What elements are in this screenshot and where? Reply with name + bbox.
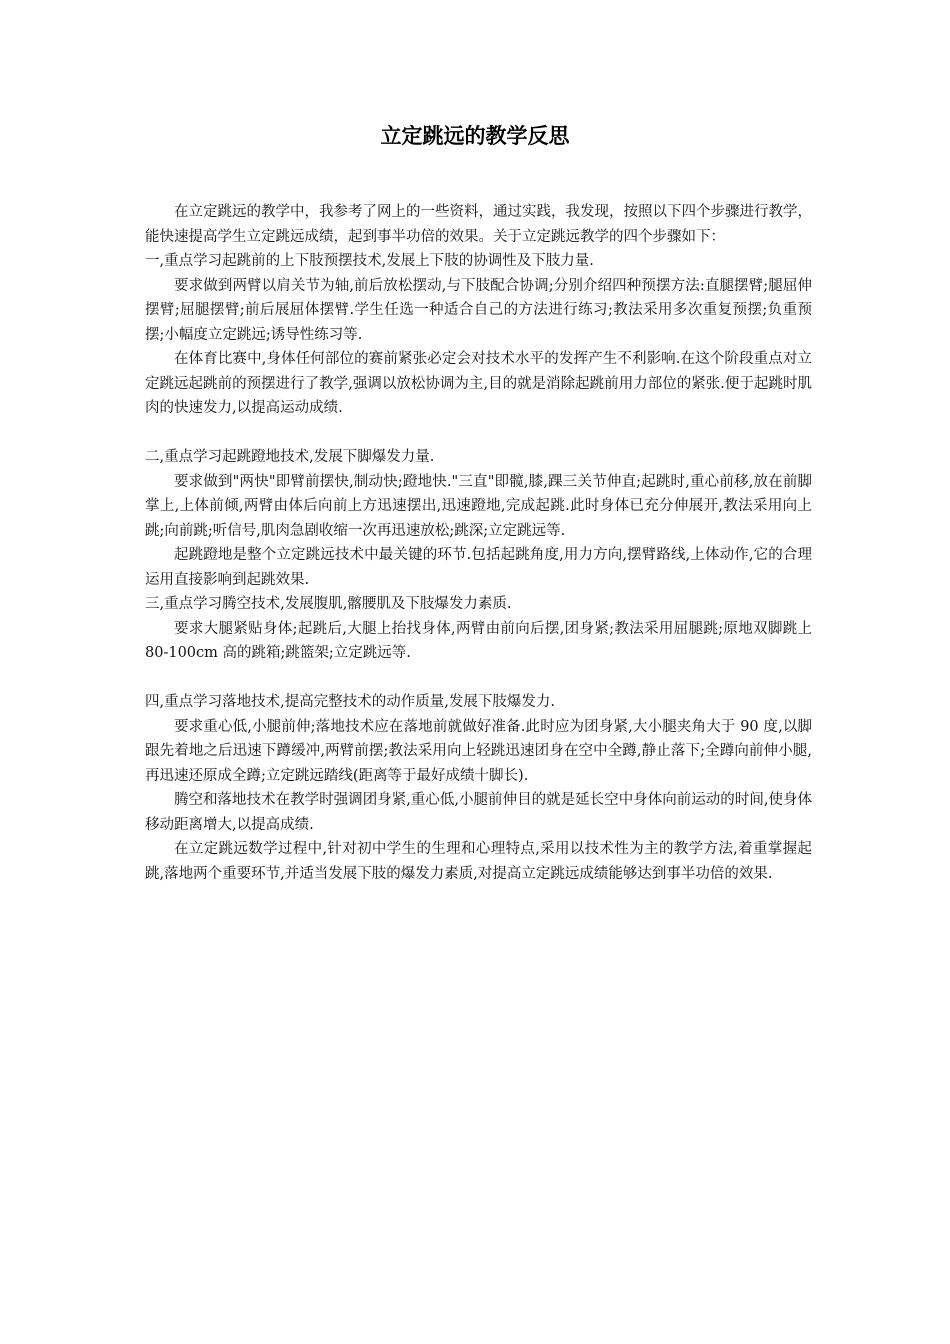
document-body	[145, 200, 812, 886]
body-paragraph: 要求做到"两快"即臂前摆快,制动快;蹬地快."三直"即髋,膝,踝三关节伸直;起跳时,重心前移,放在前脚掌上,上体前倾,两臂由体后向前上方迅速摆出,迅速蹬地,完成起跳.此时身体已充分伸展开,教法采用向上跳;向前跳;听信号,肌肉急剧收缩一次再迅速放松;跳深;立定跳远等.	[145, 473, 812, 539]
body-paragraph: 腾空和落地技术在教学时强调团身紧,重心低,小腿前伸目的就是延长空中身体向前运动的时间,使身体移动距离增大,以提高成绩.	[145, 792, 812, 833]
body-paragraph: 起跳蹬地是整个立定跳远技术中最关键的环节.包括起跳角度,用力方向,摆臂路线,上体动作,它的合理运用直接影响到起跳效果.	[145, 547, 812, 588]
blank-line	[145, 421, 812, 446]
body-paragraph: 要求做到两臂以肩关节为轴,前后放松摆动,与下肢配合协调;分别介绍四种预摆方法:直腿摆臂;腿屈伸摆臂;屈腿摆臂;前后展屈体摆臂.学生任选一种适合自己的方法进行练习;教法采用多次重复预摆;负重预摆;小幅度立定跳远;诱导性练习等.	[145, 277, 812, 343]
section-heading-3: 三,重点学习腾空技术,发展腹肌,髂腰肌及下肢爆发力素质.	[145, 596, 512, 612]
document-title: 立定跳远的教学反思	[380, 123, 570, 148]
body-paragraph: 在体育比赛中,身体任何部位的赛前紧张必定会对技术水平的发挥产生不利影响.在这个阶段重点对立定跳远起跳前的预摆进行了教学,强调以放松协调为主,目的就是消除起跳前用力部位的紧张.便于起跳时肌肉的快速发力,以提高运动成绩.	[145, 351, 812, 416]
body-paragraph: 要求大腿紧贴身体;起跳后,大腿上抬找身体,两臂由前向后摆,团身紧;教法采用屈腿跳;原地双脚跳上 80-100cm 高的跳箱;跳篮架;立定跳远等.	[145, 620, 812, 661]
blank-line	[145, 666, 812, 691]
body-paragraph: 要求重心低,小腿前伸;落地技术应在落地前就做好准备.此时应为团身紧,大小腿夹角大于 90 度,以脚跟先着地之后迅速下蹲缓冲,两臂前摆;教法采用向上轻跳迅速团身在空中全蹲,静止落下;全蹲向前伸小腿,再迅速还原成全蹲;立定跳远踏线(距离等于最好成绩十脚长).	[145, 718, 812, 784]
intro-paragraph: 在立定跳远的教学中，我参考了网上的一些资料，通过实践，我发现，按照以下四个步骤进行教学，能快速提高学生立定跳远成绩，起到事半功倍的效果。关于立定跳远教学的四个步骤如下：	[145, 204, 812, 245]
conclusion-paragraph: 在立定跳远数学过程中,针对初中学生的生理和心理特点,采用以技术性为主的教学方法,着重掌握起跳,落地两个重要环节,并适当发展下肢的爆发力素质,对提高立定跳远成绩能够达到事半功倍的效果.	[145, 841, 812, 882]
section-heading-1: 一,重点学习起跳前的上下肢预摆技术,发展上下肢的协调性及下肢力量.	[145, 253, 594, 269]
section-heading-2: 二,重点学习起跳蹬地技术,发展下脚爆发力量.	[145, 449, 435, 465]
section-heading-4: 四,重点学习落地技术,提高完整技术的动作质量,发展下肢爆发力.	[145, 694, 555, 710]
